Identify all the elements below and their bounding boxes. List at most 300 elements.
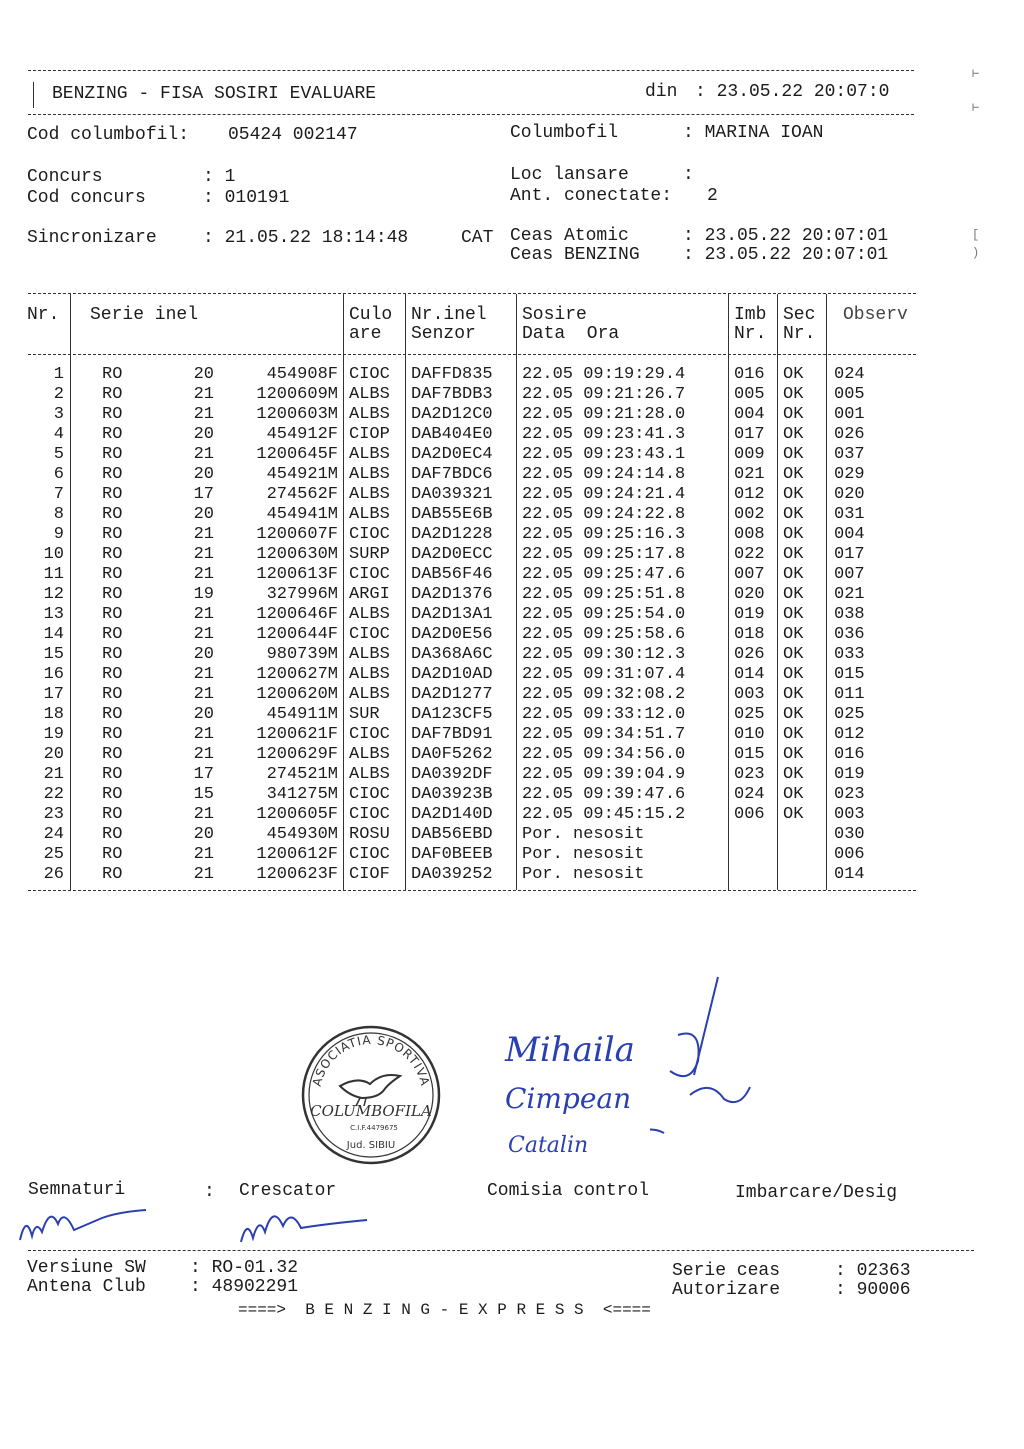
cell-color: ROSU (349, 825, 390, 844)
cell-ring: 1200612F (256, 845, 338, 864)
cell-observ: 005 (834, 385, 865, 404)
signature-semnaturi (18, 1196, 158, 1248)
cell-color: ALBS (349, 445, 390, 464)
header-senzor: Senzor (411, 324, 476, 344)
table-top-border (28, 293, 916, 294)
cell-color: ALBS (349, 665, 390, 684)
table-row (0, 425, 1024, 445)
cod-concurs-value: : 010191 (203, 188, 290, 208)
stamp-cif-text: C.I.F.4479675 (350, 1124, 398, 1132)
cell-arrival: 22.05 09:39:47.6 (522, 785, 686, 804)
cell-color: CIOC (349, 845, 390, 864)
cell-ring: 1200605F (256, 805, 338, 824)
cell-color: ALBS (349, 765, 390, 784)
table-row (0, 465, 1024, 485)
cell-ring: 454941M (266, 505, 338, 524)
cell-arrival: Por. nesosit (522, 865, 645, 884)
cell-country: RO (102, 645, 123, 664)
cell-observ: 036 (834, 625, 865, 644)
cell-observ: 026 (834, 425, 865, 444)
cell-sec: OK (783, 685, 804, 704)
cell-nr: 6 (53, 465, 64, 484)
cell-observ: 033 (834, 645, 865, 664)
cell-observ: 015 (834, 665, 865, 684)
cell-observ: 014 (834, 865, 865, 884)
table-row (0, 605, 1024, 625)
cell-imb: 004 (734, 405, 765, 424)
cell-nr: 24 (43, 825, 64, 844)
cell-sec: OK (783, 565, 804, 584)
cell-country: RO (102, 745, 123, 764)
cell-sensor: DA039252 (411, 865, 493, 884)
cell-year: 21 (193, 665, 214, 684)
handwritten-signature-2: Cimpean (505, 1082, 632, 1115)
cell-sec: OK (783, 585, 804, 604)
table-row (0, 625, 1024, 645)
cell-observ: 023 (834, 785, 865, 804)
semnaturi-label: Semnaturi (28, 1180, 126, 1200)
cell-arrival: 22.05 09:25:54.0 (522, 605, 686, 624)
cell-color: CIOC (349, 805, 390, 824)
title-left-border (33, 82, 34, 108)
cell-year: 21 (193, 605, 214, 624)
table-row (0, 505, 1024, 525)
table-row (0, 445, 1024, 465)
cell-arrival: 22.05 09:30:12.3 (522, 645, 686, 664)
scan-mark: ) (972, 246, 980, 260)
cell-sensor: DA2D0EC4 (411, 445, 493, 464)
cell-sensor: DA2D1277 (411, 685, 493, 704)
cell-year: 17 (193, 485, 214, 504)
cell-color: ALBS (349, 645, 390, 664)
cell-arrival: 22.05 09:32:08.2 (522, 685, 686, 704)
stamp-top-text: ASOCIATIA SPORTIVA (309, 1032, 433, 1088)
benzing-express-banner: ====> B E N Z I N G - E X P R E S S <==== (238, 1301, 651, 1319)
cell-year: 17 (193, 765, 214, 784)
cell-color: CIOC (349, 565, 390, 584)
cell-color: SUR (349, 705, 380, 724)
cell-arrival: 22.05 09:25:17.8 (522, 545, 686, 564)
cell-observ: 037 (834, 445, 865, 464)
signature-crescator (235, 1196, 375, 1248)
table-row (0, 665, 1024, 685)
cell-observ: 017 (834, 545, 865, 564)
title-top-border (28, 70, 914, 71)
table-row (0, 385, 1024, 405)
cell-color: ALBS (349, 465, 390, 484)
cell-sec: OK (783, 605, 804, 624)
cell-country: RO (102, 605, 123, 624)
cell-sensor: DA123CF5 (411, 705, 493, 724)
cell-imb: 003 (734, 685, 765, 704)
table-row (0, 785, 1024, 805)
sincronizare-value: : 21.05.22 18:14:48 (203, 228, 409, 248)
cell-year: 20 (193, 645, 214, 664)
report-title: BENZING - FISA SOSIRI EVALUARE (52, 84, 377, 104)
stamp-bottom-text: Jud. SIBIU (346, 1140, 396, 1151)
cell-sensor: DA2D0ECC (411, 545, 493, 564)
cell-color: CIOC (349, 785, 390, 804)
scan-mark: [ (972, 228, 980, 242)
cell-sec: OK (783, 385, 804, 404)
cell-color: ALBS (349, 385, 390, 404)
cell-arrival: 22.05 09:23:43.1 (522, 445, 686, 464)
cell-ring: 1200630M (256, 545, 338, 564)
cell-nr: 1 (53, 365, 64, 384)
cell-imb: 002 (734, 505, 765, 524)
cell-ring: 454912F (266, 425, 338, 444)
cell-country: RO (102, 665, 123, 684)
sincronizare-label: Sincronizare (27, 228, 157, 248)
cell-sec: OK (783, 745, 804, 764)
ceas-benzing-label: Ceas BENZING (510, 245, 640, 265)
header-sec-nr: Nr. (783, 324, 816, 344)
cell-imb: 016 (734, 365, 765, 384)
header-culoare-2: are (349, 324, 382, 344)
table-row (0, 805, 1024, 825)
cell-sensor: DA03923B (411, 785, 493, 804)
header-data-ora: Data Ora (522, 324, 620, 344)
header-sec: Sec (783, 305, 816, 325)
association-stamp (300, 1024, 442, 1166)
cell-nr: 18 (43, 705, 64, 724)
cell-color: ALBS (349, 405, 390, 424)
cell-observ: 007 (834, 565, 865, 584)
cell-sec: OK (783, 525, 804, 544)
versiune-sw-value: : RO-01.32 (190, 1258, 299, 1278)
table-row (0, 745, 1024, 765)
cell-country: RO (102, 705, 123, 724)
cell-imb: 023 (734, 765, 765, 784)
cell-sensor: DA2D10AD (411, 665, 493, 684)
concurs-value: : 1 (203, 167, 236, 187)
cell-country: RO (102, 505, 123, 524)
table-row (0, 845, 1024, 865)
cell-country: RO (102, 625, 123, 644)
cell-sensor: DA2D1228 (411, 525, 493, 544)
cell-nr: 16 (43, 665, 64, 684)
cell-sensor: DAB56F46 (411, 565, 493, 584)
cell-sec: OK (783, 705, 804, 724)
cell-color: CIOC (349, 365, 390, 384)
cell-sensor: DA2D140D (411, 805, 493, 824)
cell-sec: OK (783, 805, 804, 824)
cell-country: RO (102, 865, 123, 884)
cell-color: ALBS (349, 505, 390, 524)
header-observatii: Observ (843, 305, 908, 325)
cell-ring: 1200645F (256, 445, 338, 464)
cell-arrival: 22.05 09:25:16.3 (522, 525, 686, 544)
cell-sec: OK (783, 405, 804, 424)
ceas-benzing-value: : 23.05.22 20:07:01 (683, 245, 889, 265)
cell-sec: OK (783, 725, 804, 744)
stamp-center-text: COLUMBOFILA (310, 1102, 432, 1120)
cell-nr: 8 (53, 505, 64, 524)
cell-year: 21 (193, 805, 214, 824)
cell-year: 21 (193, 725, 214, 744)
cell-year: 21 (193, 865, 214, 884)
ceas-atomic-value: : 23.05.22 20:07:01 (683, 226, 889, 246)
cell-year: 20 (193, 825, 214, 844)
cell-color: ALBS (349, 485, 390, 504)
cat-label: CAT (461, 228, 494, 248)
handwritten-signature-1: Mihaila (505, 1030, 635, 1070)
table-row (0, 365, 1024, 385)
cell-sec: OK (783, 665, 804, 684)
cell-year: 20 (193, 465, 214, 484)
cell-ring: 454908F (266, 365, 338, 384)
header-imb-nr: Nr. (734, 324, 767, 344)
header-nr-inel: Nr.inel (411, 305, 487, 325)
cell-nr: 7 (53, 485, 64, 504)
cell-nr: 5 (53, 445, 64, 464)
table-row (0, 585, 1024, 605)
cell-ring: 327996M (266, 585, 338, 604)
table-row (0, 565, 1024, 585)
cell-imb: 024 (734, 785, 765, 804)
cell-observ: 038 (834, 605, 865, 624)
cell-year: 21 (193, 625, 214, 644)
title-bottom-border (28, 114, 914, 115)
cell-imb: 008 (734, 525, 765, 544)
cell-nr: 4 (53, 425, 64, 444)
cell-country: RO (102, 565, 123, 584)
cell-sensor: DAF7BD91 (411, 725, 493, 744)
cell-ring: 454930M (266, 825, 338, 844)
cell-year: 21 (193, 545, 214, 564)
cell-ring: 341275M (266, 785, 338, 804)
cell-arrival: 22.05 09:31:07.4 (522, 665, 686, 684)
cell-nr: 17 (43, 685, 64, 704)
cell-arrival: 22.05 09:33:12.0 (522, 705, 686, 724)
cell-country: RO (102, 425, 123, 444)
cell-sensor: DA2D13A1 (411, 605, 493, 624)
cell-color: ALBS (349, 745, 390, 764)
cell-arrival: 22.05 09:25:51.8 (522, 585, 686, 604)
cell-nr: 13 (43, 605, 64, 624)
cell-imb: 017 (734, 425, 765, 444)
cell-sec: OK (783, 445, 804, 464)
cell-country: RO (102, 385, 123, 404)
date-label: din (645, 82, 678, 102)
cell-ring: 1200627M (256, 665, 338, 684)
cell-arrival: Por. nesosit (522, 845, 645, 864)
cell-imb: 007 (734, 565, 765, 584)
header-serie-inel: Serie inel (90, 305, 199, 325)
table-bottom-border (28, 890, 916, 891)
cell-sec: OK (783, 625, 804, 644)
table-header-border (28, 354, 916, 355)
cell-sensor: DA0392DF (411, 765, 493, 784)
cell-country: RO (102, 545, 123, 564)
table-row (0, 645, 1024, 665)
loc-lansare-value: : (683, 165, 694, 185)
cell-observ: 019 (834, 765, 865, 784)
cell-arrival: 22.05 09:25:47.6 (522, 565, 686, 584)
cell-nr: 19 (43, 725, 64, 744)
cell-nr: 22 (43, 785, 64, 804)
cell-nr: 20 (43, 745, 64, 764)
loc-lansare-label: Loc lansare (510, 165, 629, 185)
cell-ring: 1200620M (256, 685, 338, 704)
imbarcare-label: Imbarcare/Desig (735, 1183, 898, 1203)
cell-arrival: 22.05 09:24:22.8 (522, 505, 686, 524)
serie-ceas-value: : 02363 (835, 1261, 911, 1281)
table-row (0, 685, 1024, 705)
cell-sensor: DAF7BDC6 (411, 465, 493, 484)
cell-imb: 010 (734, 725, 765, 744)
cell-ring: 980739M (266, 645, 338, 664)
cell-imb: 020 (734, 585, 765, 604)
autorizare-value: : 90006 (835, 1280, 911, 1300)
antena-club-label: Antena Club (27, 1277, 146, 1297)
autorizare-label: Autorizare (672, 1280, 781, 1300)
cell-country: RO (102, 405, 123, 424)
cell-observ: 020 (834, 485, 865, 504)
cell-imb: 021 (734, 465, 765, 484)
cell-ring: 1200623F (256, 865, 338, 884)
cell-observ: 004 (834, 525, 865, 544)
cell-color: CIOC (349, 525, 390, 544)
cell-ring: 1200609M (256, 385, 338, 404)
cell-sensor: DA039321 (411, 485, 493, 504)
cell-country: RO (102, 685, 123, 704)
cell-sensor: DAF7BDB3 (411, 385, 493, 404)
antena-club-value: : 48902291 (190, 1277, 299, 1297)
table-row (0, 405, 1024, 425)
cell-country: RO (102, 485, 123, 504)
cell-observ: 029 (834, 465, 865, 484)
cell-color: ALBS (349, 605, 390, 624)
cell-arrival: 22.05 09:45:15.2 (522, 805, 686, 824)
cell-imb: 006 (734, 805, 765, 824)
cell-arrival: 22.05 09:25:58.6 (522, 625, 686, 644)
cod-columbofil-value: 05424 002147 (228, 125, 358, 145)
cell-ring: 1200613F (256, 565, 338, 584)
cell-sensor: DAB404E0 (411, 425, 493, 444)
cell-year: 20 (193, 505, 214, 524)
cell-sec: OK (783, 425, 804, 444)
cell-sec: OK (783, 505, 804, 524)
cell-observ: 024 (834, 365, 865, 384)
cell-arrival: 22.05 09:21:26.7 (522, 385, 686, 404)
cell-observ: 021 (834, 585, 865, 604)
scan-mark: ⊢ (972, 67, 980, 81)
cell-sensor: DAFFD835 (411, 365, 493, 384)
cell-observ: 011 (834, 685, 865, 704)
cell-nr: 11 (43, 565, 64, 584)
cell-arrival: 22.05 09:19:29.4 (522, 365, 686, 384)
cell-country: RO (102, 845, 123, 864)
cell-nr: 23 (43, 805, 64, 824)
cell-arrival: 22.05 09:21:28.0 (522, 405, 686, 424)
cell-nr: 21 (43, 765, 64, 784)
cell-arrival: 22.05 09:24:14.8 (522, 465, 686, 484)
cell-imb: 009 (734, 445, 765, 464)
header-nr: Nr. (27, 305, 60, 325)
cell-year: 21 (193, 685, 214, 704)
cell-imb: 019 (734, 605, 765, 624)
cell-year: 21 (193, 745, 214, 764)
versiune-sw-label: Versiune SW (27, 1258, 146, 1278)
cod-concurs-label: Cod concurs (27, 188, 146, 208)
table-row (0, 725, 1024, 745)
cell-color: CIOC (349, 725, 390, 744)
cell-color: ARGI (349, 585, 390, 604)
cell-imb: 025 (734, 705, 765, 724)
cell-sec: OK (783, 765, 804, 784)
cell-country: RO (102, 525, 123, 544)
cell-sensor: DA2D12C0 (411, 405, 493, 424)
cell-observ: 003 (834, 805, 865, 824)
table-row (0, 705, 1024, 725)
cell-observ: 006 (834, 845, 865, 864)
cell-observ: 016 (834, 745, 865, 764)
cell-arrival: Por. nesosit (522, 825, 645, 844)
cell-country: RO (102, 825, 123, 844)
cell-sec: OK (783, 465, 804, 484)
cell-nr: 25 (43, 845, 64, 864)
cell-sec: OK (783, 645, 804, 664)
table-row (0, 525, 1024, 545)
cell-imb: 015 (734, 745, 765, 764)
footer-top-border (28, 1250, 974, 1251)
cell-observ: 030 (834, 825, 865, 844)
serie-ceas-label: Serie ceas (672, 1261, 781, 1281)
cell-sec: OK (783, 365, 804, 384)
date-value: : 23.05.22 20:07:0 (695, 82, 890, 102)
table-row (0, 865, 1024, 885)
cell-year: 21 (193, 445, 214, 464)
cell-color: ALBS (349, 685, 390, 704)
cell-sensor: DA0F5262 (411, 745, 493, 764)
cell-year: 21 (193, 525, 214, 544)
cell-nr: 15 (43, 645, 64, 664)
cell-imb: 022 (734, 545, 765, 564)
cell-ring: 454911M (266, 705, 338, 724)
cell-year: 20 (193, 425, 214, 444)
cell-year: 21 (193, 845, 214, 864)
cell-arrival: 22.05 09:39:04.9 (522, 765, 686, 784)
cell-nr: 9 (53, 525, 64, 544)
table-row (0, 765, 1024, 785)
cell-year: 20 (193, 365, 214, 384)
cell-nr: 3 (53, 405, 64, 424)
cell-imb: 012 (734, 485, 765, 504)
cell-nr: 10 (43, 545, 64, 564)
cell-country: RO (102, 725, 123, 744)
table-row (0, 545, 1024, 565)
antene-label: Ant. conectate: (510, 186, 673, 206)
cell-ring: 454921M (266, 465, 338, 484)
cell-country: RO (102, 445, 123, 464)
cell-year: 15 (193, 785, 214, 804)
cell-imb: 014 (734, 665, 765, 684)
cell-country: RO (102, 465, 123, 484)
cell-arrival: 22.05 09:23:41.3 (522, 425, 686, 444)
cell-imb: 005 (734, 385, 765, 404)
cell-sec: OK (783, 785, 804, 804)
cell-country: RO (102, 365, 123, 384)
cell-sensor: DA2D0E56 (411, 625, 493, 644)
cell-observ: 031 (834, 505, 865, 524)
cell-sensor: DAB55E6B (411, 505, 493, 524)
header-imb: Imb (734, 305, 767, 325)
cell-year: 21 (193, 385, 214, 404)
cell-observ: 025 (834, 705, 865, 724)
cell-nr: 26 (43, 865, 64, 884)
cell-arrival: 22.05 09:24:21.4 (522, 485, 686, 504)
